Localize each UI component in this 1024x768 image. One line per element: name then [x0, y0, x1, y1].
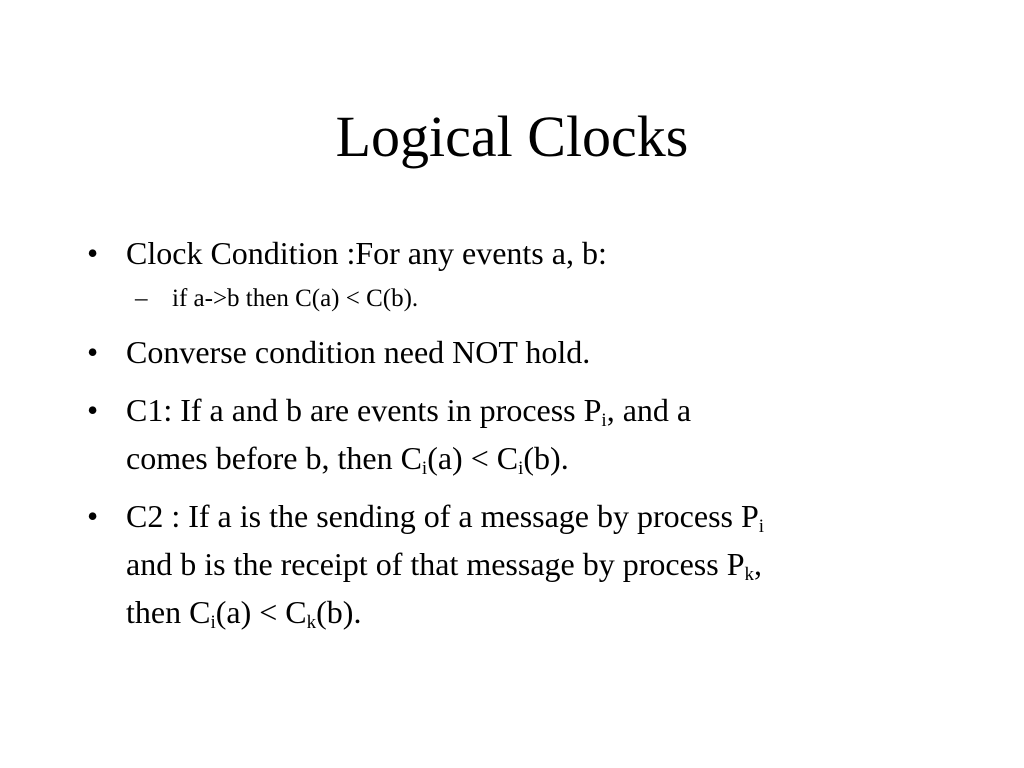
bullet-icon: •: [87, 498, 99, 534]
bullet-text: Clock Condition :For any events a, b:: [126, 235, 607, 271]
dash-icon: –: [135, 285, 148, 312]
bullet-text: Converse condition need NOT hold.: [126, 334, 591, 370]
bullet-icon: •: [87, 392, 99, 428]
bullet-icon: •: [87, 334, 99, 370]
bullet-text-part: (a) < C: [215, 594, 307, 630]
bullet-text-part: (b).: [523, 440, 569, 476]
bullet-text-part: , and a: [606, 392, 692, 428]
subscript: i: [601, 410, 607, 431]
bullet-text-part: ,: [754, 546, 762, 582]
bullet-text-part: comes before b, then C: [126, 440, 422, 476]
subscript: i: [758, 516, 765, 537]
bullet-text-part: C2 : If a is the sending of a message by process P: [126, 498, 759, 534]
sub-bullet-clock-condition: [80, 280, 980, 318]
bullet-text-part: C1: If a and b are events in process P: [126, 392, 602, 428]
bullet-text-part: then C: [126, 594, 211, 630]
bullet-list: [80, 229, 980, 646]
bullet-c1: [80, 386, 980, 482]
bullet-clock-condition: [80, 229, 980, 277]
bullet-text-part: (a) < C: [427, 440, 519, 476]
subscript: i: [421, 458, 428, 479]
subscript: i: [210, 612, 216, 633]
slide-title: Logical Clocks: [335, 104, 689, 169]
bullet-text-part: (b).: [316, 594, 362, 630]
subscript: i: [518, 458, 524, 479]
bullet-c2: [80, 492, 980, 636]
sub-bullet-text: if a->b then C(a) < C(b).: [172, 285, 419, 312]
subscript: k: [744, 564, 754, 585]
bullet-text-part: and b is the receipt of that message by process P: [126, 546, 745, 582]
subscript: k: [306, 612, 317, 633]
bullet-icon: •: [87, 235, 99, 271]
bullet-converse-condition: [80, 328, 980, 376]
